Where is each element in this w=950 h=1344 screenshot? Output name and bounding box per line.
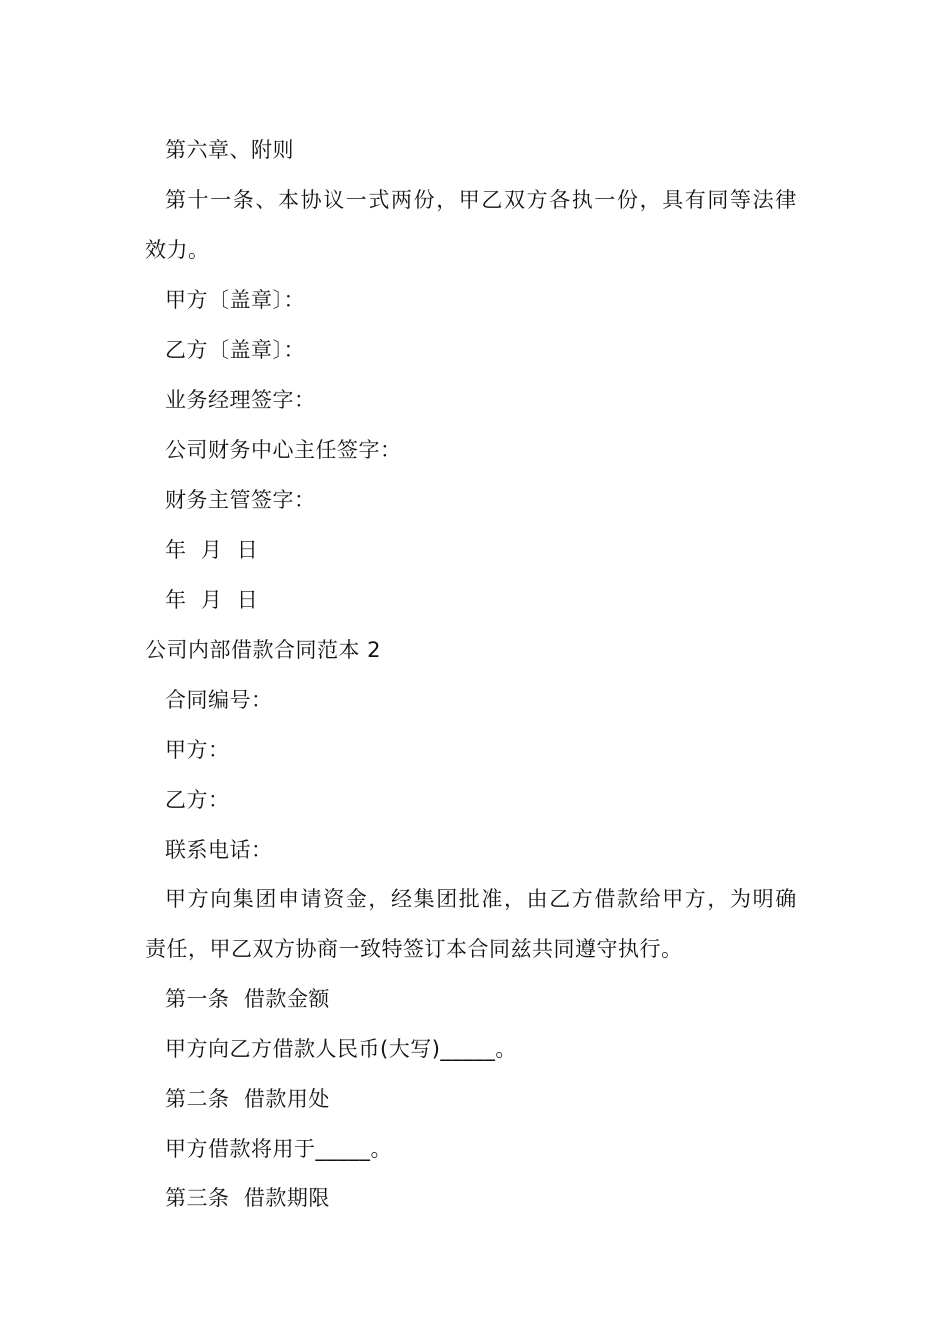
party-a-label: 甲方： <box>165 738 230 762</box>
article-11-continuation: 效力。 <box>145 238 210 262</box>
article-2-heading: 第二条 借款用处 <box>165 1087 330 1111</box>
article-1-heading: 第一条 借款金额 <box>165 987 330 1011</box>
article-3-heading: 第三条 借款期限 <box>165 1186 330 1210</box>
contract-template-title: 公司内部借款合同范本 2 <box>145 638 382 662</box>
chapter-heading: 第六章、附则 <box>165 138 294 162</box>
contact-phone-label: 联系电话： <box>165 838 273 862</box>
business-manager-signature-label: 业务经理签字： <box>165 388 316 412</box>
finance-supervisor-signature-label: 财务主管签字： <box>165 488 316 512</box>
date-line: 年 月 日 <box>165 538 259 562</box>
article-2-text: 甲方借款将用于_____。 <box>165 1137 392 1161</box>
party-a-seal-label: 甲方〔盖章〕： <box>165 288 305 312</box>
article-1-text: 甲方向乙方借款人民币(大写)_____。 <box>165 1037 517 1061</box>
preamble-text: 甲方向集团申请资金，经集团批准，由乙方借款给甲方，为明确 <box>165 887 798 911</box>
finance-center-director-signature-label: 公司财务中心主任签字： <box>165 438 402 462</box>
article-11-text: 第十一条、本协议一式两份，甲乙双方各执一份，具有同等法律 <box>165 188 798 212</box>
contract-number-label: 合同编号： <box>165 688 273 712</box>
party-b-label: 乙方： <box>165 788 230 812</box>
preamble-continuation: 责任，甲乙双方协商一致特签订本合同兹共同遵守执行。 <box>145 937 683 961</box>
party-b-seal-label: 乙方〔盖章〕： <box>165 338 305 362</box>
date-line: 年 月 日 <box>165 588 259 612</box>
